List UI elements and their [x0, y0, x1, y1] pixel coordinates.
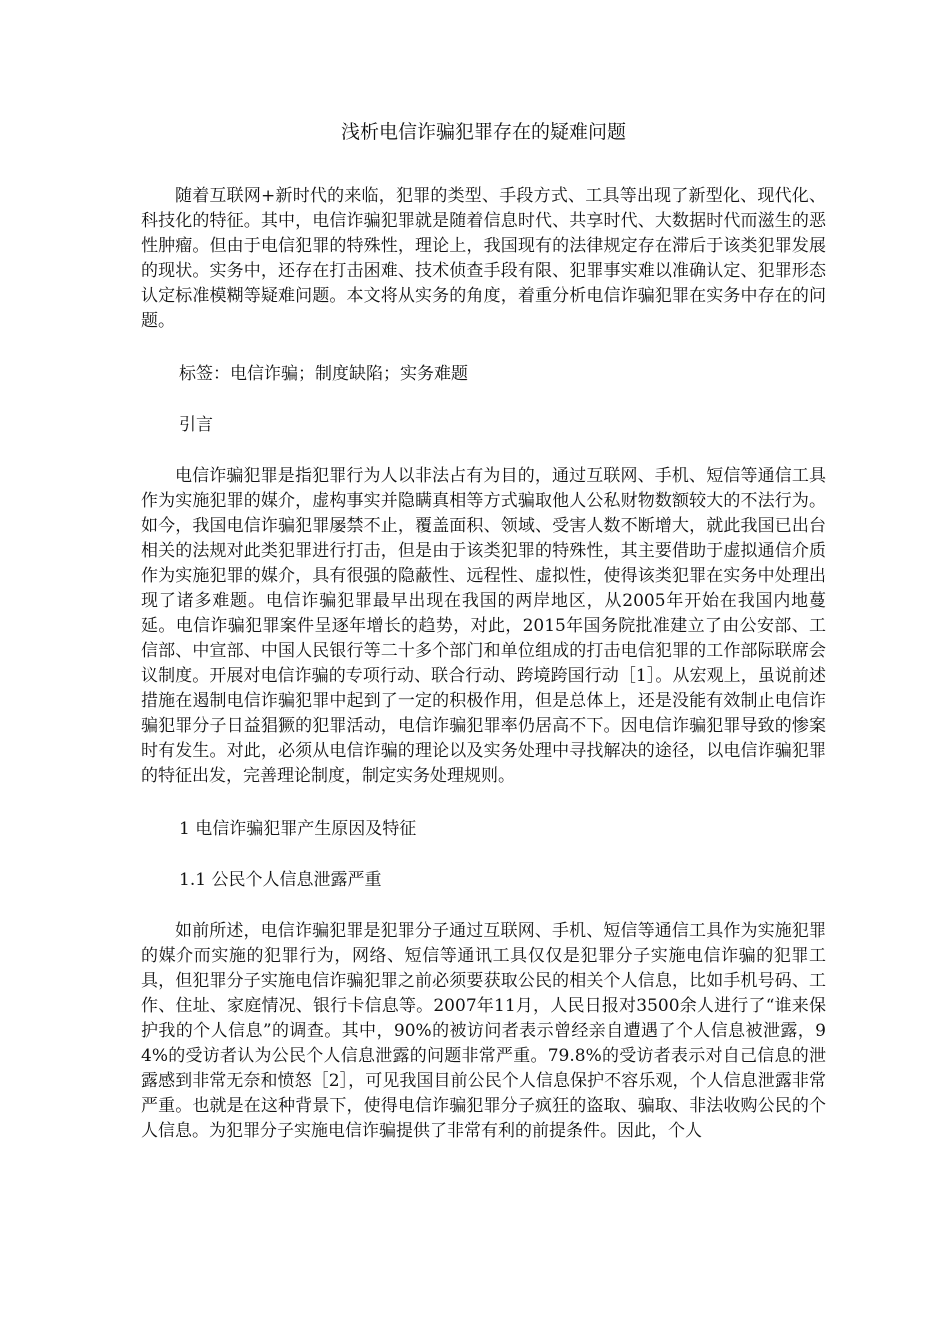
intro-paragraph: 电信诈骗犯罪是指犯罪行为人以非法占有为目的，通过互联网、手机、短信等通信工具作为实施犯罪的媒介，虚构事实并隐瞒真相等方式骗取他人公私财物数额较大的不法行为。如今，我国电信诈骗犯罪屡禁不止，覆盖面积、领域、受害人数不断增大，就此我国已出台相关的法规对此类犯罪进行打击，但是由于该类犯罪的特殊性，其主要借助于虚拟通信介质作为实施犯罪的媒介，具有很强的隐蔽性、远程性、虚拟性，使得该类犯罪在实务中处理出现了诸多难题。电信诈骗犯罪最早出现在我国的两岸地区，从2005年开始在我国内地蔓延。电信诈骗犯罪案件呈逐年增长的趋势，对此，2015年国务院批准建立了由公安部、工信部、中宣部、中国人民银行等二十多个部门和单位组成的打击电信犯罪的工作部际联席会议制度。开展对电信诈骗的专项行动、联合行动、跨境跨国行动［1］。从宏观上，虽说前述措施在遏制电信诈骗犯罪中起到了一定的积极作用，但是总体上，还是没能有效制止电信诈骗犯罪分子日益猖獗的犯罪活动，电信诈骗犯罪率仍居高不下。因电信诈骗犯罪导致的惨案时有发生。对此，必须从电信诈骗的理论以及实务处理中寻找解决的途径，以电信诈骗犯罪的特征出发，完善理论制度，制定实务处理规则。: [141, 466, 826, 786]
intro-heading: 引言: [179, 415, 213, 435]
section-1-1-heading: 1.1 公民个人信息泄露严重: [179, 870, 382, 890]
document-title: 浅析电信诈骗犯罪存在的疑难问题: [340, 121, 626, 143]
abstract-paragraph: 随着互联网+新时代的来临，犯罪的类型、手段方式、工具等出现了新型化、现代化、科技化的特征。其中，电信诈骗犯罪就是随着信息时代、共享时代、大数据时代而滋生的恶性肿瘤。但由于电信犯罪的特殊性，理论上，我国现有的法律规定存在滞后于该类犯罪发展的现状。实务中，还存在打击困难、技术侦查手段有限、犯罪事实难以准确认定、犯罪形态认定标准模糊等疑难问题。本文将从实务的角度，着重分析电信诈骗犯罪在实务中存在的问题。: [141, 186, 826, 331]
document-page: [141, 118, 826, 1144]
section-1-heading: 1 电信诈骗犯罪产生原因及特征: [179, 819, 417, 839]
section-1-1-paragraph: 如前所述，电信诈骗犯罪是犯罪分子通过互联网、手机、短信等通信工具作为实施犯罪的媒介而实施的犯罪行为，网络、短信等通讯工具仅仅是犯罪分子实施电信诈骗的犯罪工具，但犯罪分子实施电信诈骗犯罪之前必须要获取公民的相关个人信息，比如手机号码、工作、住址、家庭情况、银行卡信息等。2007年11月，人民日报对3500余人进行了“谁来保护我的个人信息”的调查。其中，90%的被访问者表示曾经亲自遭遇了个人信息被泄露，94%的受访者认为公民个人信息泄露的问题非常严重。79.8%的受访者表示对自己信息的泄露感到非常无奈和愤怒［2］，可见我国目前公民个人信息保护不容乐观，个人信息泄露非常严重。也就是在这种背景下，使得电信诈骗犯罪分子疯狂的盗取、骗取、非法收购公民的个人信息。为犯罪分子实施电信诈骗提供了非常有利的前提条件。因此，个人: [141, 921, 826, 1141]
keywords-line: 标签：电信诈骗；制度缺陷；实务难题: [179, 364, 468, 384]
